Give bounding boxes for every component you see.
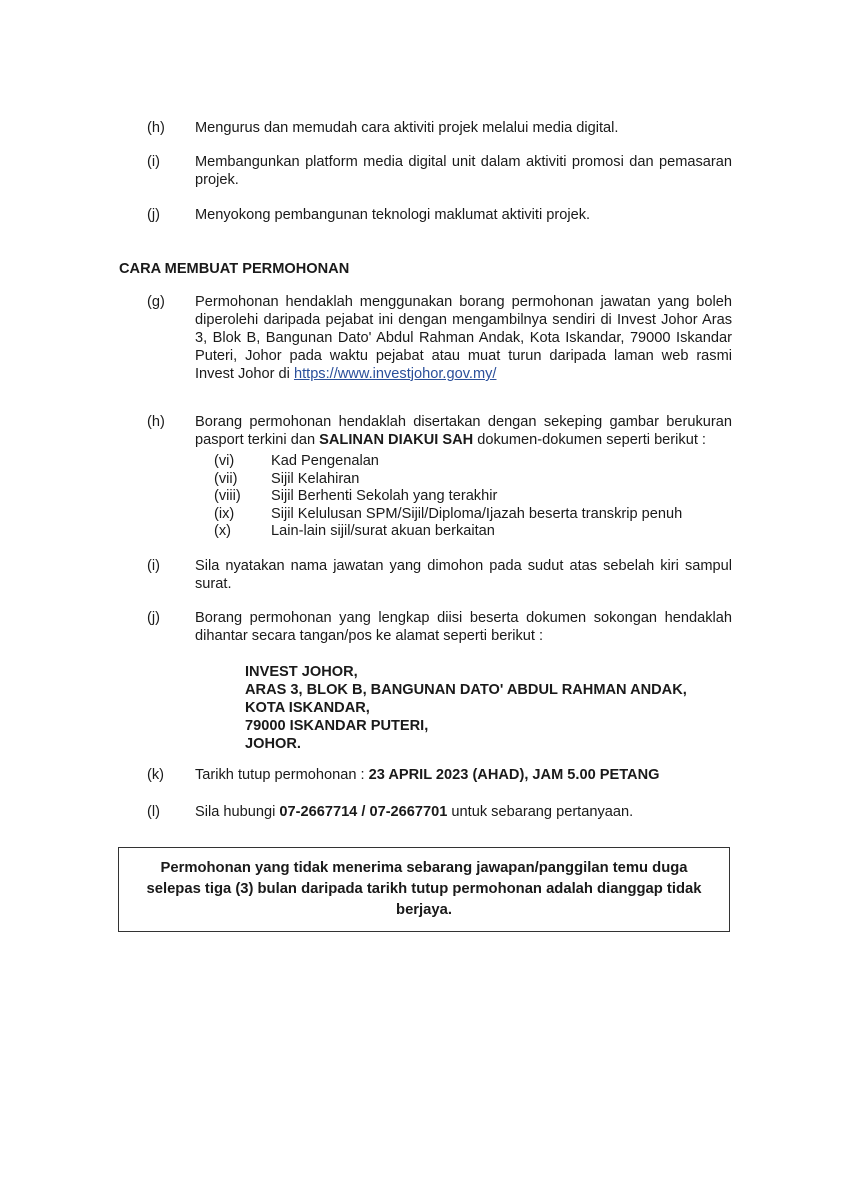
item-text: Menyokong pembangunan teknologi maklumat aktiviti projek. [195, 207, 591, 223]
emphasis: SALINAN DIAKUI SAH [319, 432, 474, 448]
item-label: (j) [147, 207, 160, 223]
item-text [195, 293, 732, 383]
apply-item-j [147, 609, 732, 645]
address-line: KOTA ISKANDAR, [245, 700, 370, 716]
website-link[interactable]: https://www.investjohor.gov.my/ [293, 366, 497, 382]
item-label: (l) [147, 804, 160, 820]
list-item [214, 488, 682, 506]
phone-numbers: 07-2667714 / 07-2667701 [279, 804, 448, 820]
notice-box [118, 847, 730, 932]
notice-text: Permohonan yang tidak menerima sebarang jawapan/panggilan temu duga selepas tiga (3) bulan daripada tarikh tutup permohonan adalah dianggap tidak berjaya. [146, 860, 702, 918]
item-body: Permohonan hendaklah menggunakan borang permohonan jawatan yang boleh diperolehi daripada pejabat ini dengan mengambilnya sendiri di Invest Johor Aras 3, Blok B, Bangunan Dato' Abdul Rahman Andak, Kota Iskandar, 79000 Iskandar Puteri, Johor pada waktu pejabat atau muat turun daripada laman web rasmi Invest Johor di [195, 294, 732, 382]
apply-item-g [147, 293, 732, 383]
item-body: Tarikh tutup permohonan : [195, 767, 369, 783]
section-heading: CARA MEMBUAT PERMOHONAN [119, 261, 350, 277]
document-list [214, 453, 682, 541]
item-body-end: dokumen-dokumen seperti berikut : [473, 432, 706, 448]
item-label: (i) [147, 154, 160, 170]
item-text [195, 803, 732, 821]
list-label: (vi) [214, 453, 235, 469]
item-text: Mengurus dan memudah cara aktiviti projek melalui media digital. [195, 120, 619, 136]
list-label: (viii) [214, 488, 241, 505]
list-item [214, 471, 682, 489]
item-label: (h) [147, 414, 165, 430]
item-body: Borang permohonan hendaklah disertakan dengan sekeping gambar berukuran pasport terkini dan [195, 414, 732, 448]
list-item [214, 523, 682, 541]
list-item [214, 453, 682, 471]
item-label: (g) [147, 294, 165, 310]
list-label: (ix) [214, 505, 235, 522]
duty-item-i [147, 153, 732, 189]
address-line: JOHOR. [245, 736, 301, 752]
item-text: Sila nyatakan nama jawatan yang dimohon pada sudut atas sebelah kiri sampul surat. [195, 558, 732, 592]
list-text: Sijil Berhenti Sekolah yang terakhir [271, 488, 498, 505]
apply-item-l [147, 803, 732, 821]
item-label: (h) [147, 120, 165, 136]
closing-date: 23 APRIL 2023 (AHAD), JAM 5.00 PETANG [368, 767, 660, 783]
address-line: ARAS 3, BLOK B, BANGUNAN DATO' ABDUL RAHMAN ANDAK, [245, 682, 687, 698]
apply-item-h [147, 413, 732, 449]
mailing-address [245, 663, 687, 753]
list-item [214, 506, 682, 524]
item-body-end: untuk sebarang pertanyaan. [447, 804, 634, 820]
item-text [195, 413, 732, 449]
duty-item-j [147, 206, 732, 224]
address-line: 79000 ISKANDAR PUTERI, [245, 718, 429, 734]
item-text [195, 766, 732, 784]
item-text: Borang permohonan yang lengkap diisi beserta dokumen sokongan hendaklah dihantar secara tangan/pos ke alamat seperti berikut : [195, 610, 732, 644]
item-label: (i) [147, 558, 160, 574]
item-label: (j) [147, 610, 160, 626]
duty-item-h [147, 119, 732, 137]
list-text: Kad Pengenalan [271, 453, 379, 469]
apply-item-i [147, 557, 732, 593]
list-text: Lain-lain sijil/surat akuan berkaitan [271, 523, 495, 540]
list-text: Sijil Kelulusan SPM/Sijil/Diploma/Ijazah beserta transkrip penuh [271, 505, 683, 522]
list-label: (vii) [214, 470, 238, 487]
address-line: INVEST JOHOR, [245, 664, 358, 680]
list-label: (x) [214, 523, 232, 540]
item-label: (k) [147, 767, 165, 783]
apply-item-k [147, 766, 732, 784]
item-text: Membangunkan platform media digital unit dalam aktiviti promosi dan pemasaran projek. [195, 154, 732, 188]
list-text: Sijil Kelahiran [271, 470, 360, 487]
item-body: Sila hubungi [195, 804, 280, 820]
